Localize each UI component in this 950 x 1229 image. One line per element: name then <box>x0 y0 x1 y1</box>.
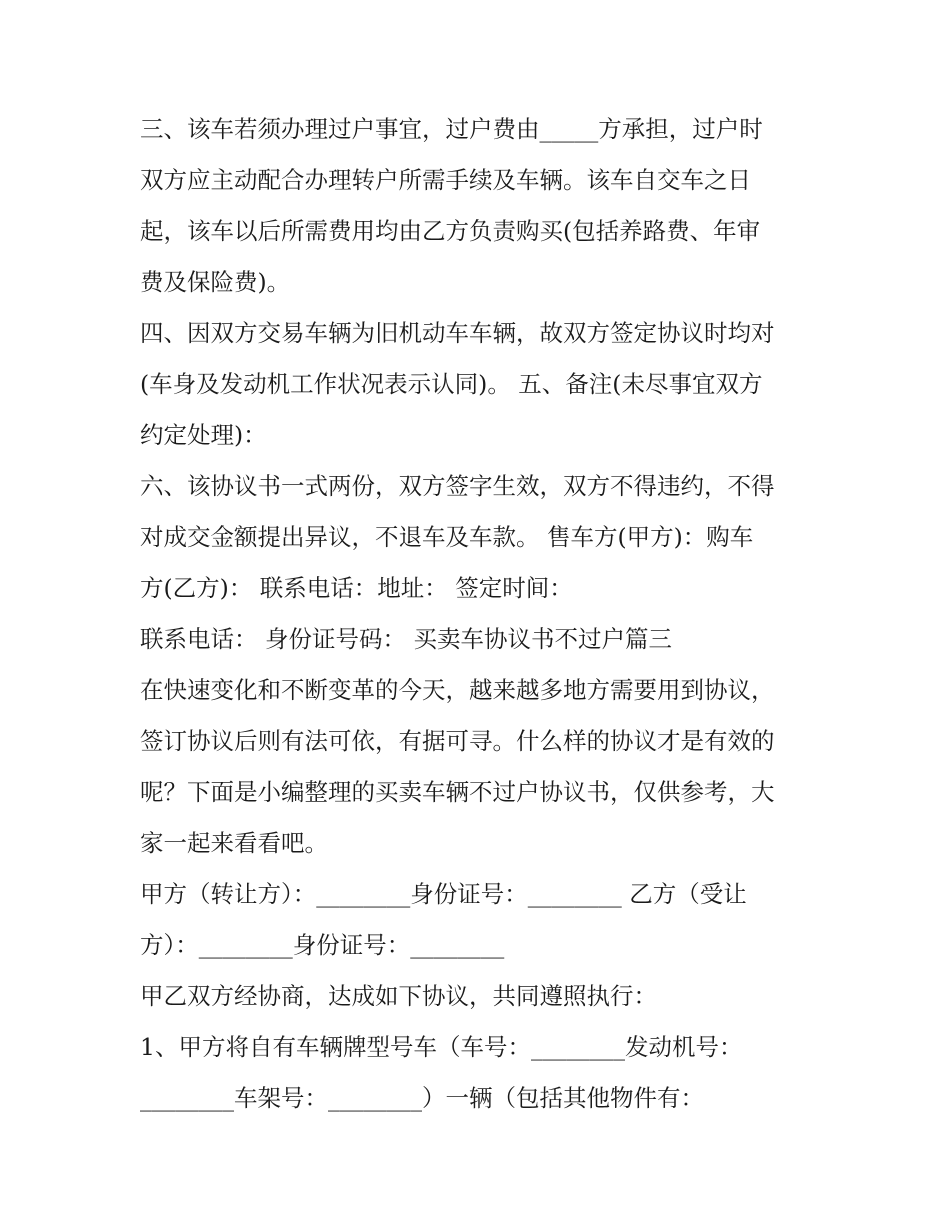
text-line: 联系电话： 身份证号码： 买卖车协议书不过户篇三 <box>140 625 672 653</box>
text-line: 呢？下面是小编整理的买卖车辆不过户协议书，仅供参考，大 <box>140 778 775 806</box>
text-line: 家一起来看看吧。 <box>140 829 328 857</box>
text-line: 四、因双方交易车辆为旧机动车车辆，故双方签定协议时均对 <box>140 319 775 347</box>
text-line: 1、甲方将自有车辆牌型号车（车号：________发动机号： <box>140 1033 743 1061</box>
text-line: 对成交金额提出异议，不退车及车款。 售车方(甲方)：购车 <box>140 523 754 551</box>
text-line: 甲乙双方经协商，达成如下协议，共同遵照执行： <box>140 982 657 1010</box>
text-line: 费及保险费)。 <box>140 268 291 296</box>
text-line: 方(乙方)： 联系电话：地址： 签定时间： <box>140 574 573 602</box>
text-line: (车身及发动机工作状况表示认同)。 五、备注(未尽事宜双方 <box>140 370 763 398</box>
text-line: 甲方（转让方）：________身份证号：________ 乙方（受让 <box>140 880 747 908</box>
text-line: 起，该车以后所需费用均由乙方负责购买(包括养路费、年审 <box>140 217 761 245</box>
text-line: 方）：________身份证号：________ <box>140 931 505 959</box>
document-body <box>140 104 820 1124</box>
text-line: 约定处理)： <box>140 421 267 449</box>
text-line: 签订协议后则有法可依，有据可寻。什么样的协议才是有效的 <box>140 727 775 755</box>
text-line: 在快速变化和不断变革的今天，越来越多地方需要用到协议， <box>140 676 775 704</box>
text-line: 三、该车若须办理过户事宜，过户费由_____方承担，过户时 <box>140 115 763 143</box>
text-line: 六、该协议书一式两份，双方签字生效，双方不得违约，不得 <box>140 472 775 500</box>
text-line: 双方应主动配合办理转户所需手续及车辆。该车自交车之日 <box>140 166 751 194</box>
text-line: ________车架号：________）一辆（包括其他物件有： <box>140 1084 704 1112</box>
